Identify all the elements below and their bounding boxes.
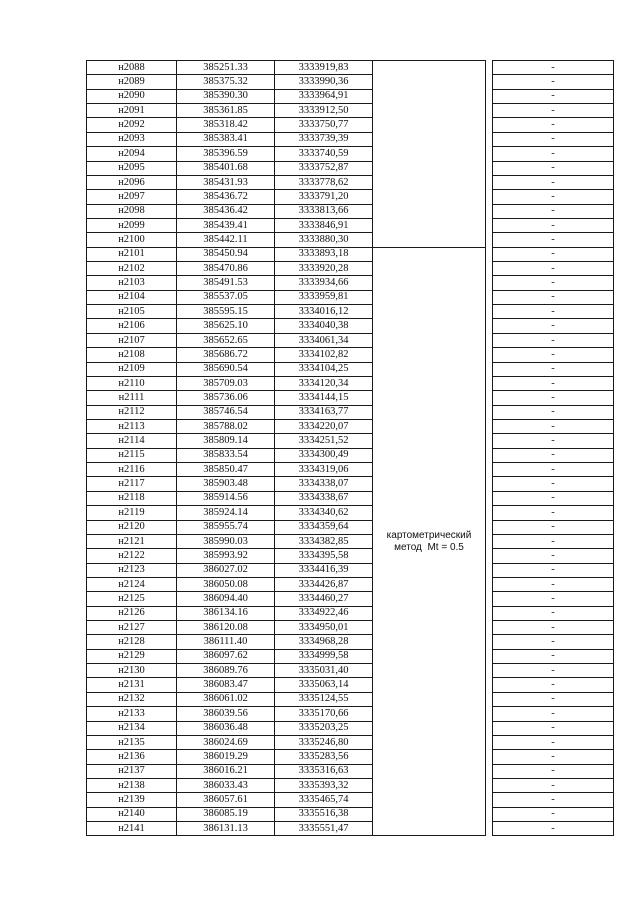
table-row: [87, 305, 614, 319]
y-coordinate-cell: 3334016,12: [275, 305, 373, 319]
y-coordinate-cell: 3334950,01: [275, 621, 373, 635]
dash-cell: -: [493, 262, 614, 276]
table-row: [87, 75, 614, 89]
method-text-line1: картометрический: [386, 529, 472, 541]
point-id-cell: н2135: [87, 735, 177, 749]
table-row: [87, 678, 614, 692]
dash-cell: -: [493, 290, 614, 304]
y-coordinate-cell: 3334319,06: [275, 463, 373, 477]
x-coordinate-cell: 385746.54: [177, 405, 275, 419]
table-row: [87, 104, 614, 118]
y-coordinate-cell: 3334040,38: [275, 319, 373, 333]
point-id-cell: н2107: [87, 333, 177, 347]
dash-cell: -: [493, 534, 614, 548]
y-coordinate-cell: 3333920,28: [275, 262, 373, 276]
table-row: [87, 563, 614, 577]
x-coordinate-cell: 386097.62: [177, 649, 275, 663]
x-coordinate-cell: 385390.30: [177, 89, 275, 103]
point-id-cell: н2100: [87, 233, 177, 247]
y-coordinate-cell: 3334120,34: [275, 376, 373, 390]
table-row: [87, 218, 614, 232]
point-id-cell: н2134: [87, 721, 177, 735]
point-id-cell: н2122: [87, 549, 177, 563]
table-row: [87, 735, 614, 749]
table-row: [87, 262, 614, 276]
point-id-cell: н2115: [87, 448, 177, 462]
table-row: [87, 793, 614, 807]
point-id-cell: н2140: [87, 807, 177, 821]
point-id-cell: н2110: [87, 376, 177, 390]
x-coordinate-cell: 386061.02: [177, 692, 275, 706]
method-cell-upper: [373, 61, 486, 248]
point-id-cell: н2124: [87, 577, 177, 591]
dash-cell: -: [493, 448, 614, 462]
table-row: [87, 247, 614, 261]
table-row: [87, 434, 614, 448]
y-coordinate-cell: 3333964,91: [275, 89, 373, 103]
point-id-cell: н2127: [87, 621, 177, 635]
coordinates-table-body: [87, 61, 614, 836]
table-row: [87, 750, 614, 764]
x-coordinate-cell: 386120.08: [177, 621, 275, 635]
table-row: [87, 348, 614, 362]
y-coordinate-cell: 3334144,15: [275, 391, 373, 405]
x-coordinate-cell: 386019.29: [177, 750, 275, 764]
y-coordinate-cell: 3335516,38: [275, 807, 373, 821]
table-row: [87, 807, 614, 821]
table-row: [87, 549, 614, 563]
point-id-cell: н2089: [87, 75, 177, 89]
x-coordinate-cell: 385993.92: [177, 549, 275, 563]
table-row: [87, 362, 614, 376]
point-id-cell: н2119: [87, 506, 177, 520]
x-coordinate-cell: 385436.42: [177, 204, 275, 218]
point-id-cell: н2116: [87, 463, 177, 477]
table-row: [87, 290, 614, 304]
table-row: [87, 664, 614, 678]
point-id-cell: н2091: [87, 104, 177, 118]
point-id-cell: н2136: [87, 750, 177, 764]
point-id-cell: н2111: [87, 391, 177, 405]
point-id-cell: н2114: [87, 434, 177, 448]
dash-cell: -: [493, 678, 614, 692]
dash-cell: -: [493, 434, 614, 448]
dash-cell: -: [493, 118, 614, 132]
dash-cell: -: [493, 721, 614, 735]
dash-cell: -: [493, 707, 614, 721]
x-coordinate-cell: 385251.33: [177, 61, 275, 75]
point-id-cell: н2103: [87, 276, 177, 290]
dash-cell: -: [493, 247, 614, 261]
dash-cell: -: [493, 649, 614, 663]
table-row: [87, 477, 614, 491]
y-coordinate-cell: 3335124,55: [275, 692, 373, 706]
y-coordinate-cell: 3334102,82: [275, 348, 373, 362]
x-coordinate-cell: 385914.56: [177, 491, 275, 505]
table-row: [87, 448, 614, 462]
point-id-cell: н2113: [87, 419, 177, 433]
dash-cell: -: [493, 635, 614, 649]
table-row: [87, 132, 614, 146]
y-coordinate-cell: 3334061,34: [275, 333, 373, 347]
table-row: [87, 778, 614, 792]
dash-cell: -: [493, 463, 614, 477]
point-id-cell: н2105: [87, 305, 177, 319]
x-coordinate-cell: 385736.06: [177, 391, 275, 405]
point-id-cell: н2097: [87, 190, 177, 204]
dash-cell: -: [493, 793, 614, 807]
x-coordinate-cell: 386094.40: [177, 592, 275, 606]
x-coordinate-cell: 385850.47: [177, 463, 275, 477]
dash-cell: -: [493, 218, 614, 232]
x-coordinate-cell: 385990.03: [177, 534, 275, 548]
x-coordinate-cell: 385652.65: [177, 333, 275, 347]
dash-cell: -: [493, 563, 614, 577]
y-coordinate-cell: 3333791,20: [275, 190, 373, 204]
y-coordinate-cell: 3333778,62: [275, 175, 373, 189]
x-coordinate-cell: 386050.08: [177, 577, 275, 591]
y-coordinate-cell: 3334922,46: [275, 606, 373, 620]
point-id-cell: н2090: [87, 89, 177, 103]
x-coordinate-cell: 386134.16: [177, 606, 275, 620]
point-id-cell: н2137: [87, 764, 177, 778]
x-coordinate-cell: 385924.14: [177, 506, 275, 520]
x-coordinate-cell: 385595.15: [177, 305, 275, 319]
point-id-cell: н2095: [87, 161, 177, 175]
table-row: [87, 649, 614, 663]
y-coordinate-cell: 3334220,07: [275, 419, 373, 433]
method-cell: [373, 247, 486, 836]
table-row: [87, 61, 614, 75]
x-coordinate-cell: 386085.19: [177, 807, 275, 821]
x-coordinate-cell: 385383.41: [177, 132, 275, 146]
x-coordinate-cell: 385537.05: [177, 290, 275, 304]
point-id-cell: н2118: [87, 491, 177, 505]
y-coordinate-cell: 3335170,66: [275, 707, 373, 721]
point-id-cell: н2138: [87, 778, 177, 792]
point-id-cell: н2104: [87, 290, 177, 304]
y-coordinate-cell: 3334426,87: [275, 577, 373, 591]
dash-cell: -: [493, 621, 614, 635]
point-id-cell: н2088: [87, 61, 177, 75]
y-coordinate-cell: 3335316,63: [275, 764, 373, 778]
table-row: [87, 692, 614, 706]
x-coordinate-cell: 385401.68: [177, 161, 275, 175]
point-id-cell: н2125: [87, 592, 177, 606]
point-id-cell: н2129: [87, 649, 177, 663]
x-coordinate-cell: 385955.74: [177, 520, 275, 534]
x-coordinate-cell: 386027.02: [177, 563, 275, 577]
dash-cell: -: [493, 764, 614, 778]
point-id-cell: н2101: [87, 247, 177, 261]
dash-cell: -: [493, 147, 614, 161]
point-id-cell: н2117: [87, 477, 177, 491]
point-id-cell: н2099: [87, 218, 177, 232]
point-id-cell: н2131: [87, 678, 177, 692]
x-coordinate-cell: 386111.40: [177, 635, 275, 649]
y-coordinate-cell: 3333739,39: [275, 132, 373, 146]
dash-cell: -: [493, 391, 614, 405]
point-id-cell: н2133: [87, 707, 177, 721]
x-coordinate-cell: 385833.54: [177, 448, 275, 462]
point-id-cell: н2121: [87, 534, 177, 548]
y-coordinate-cell: 3335551,47: [275, 822, 373, 836]
y-coordinate-cell: 3333959,81: [275, 290, 373, 304]
column-gap: [486, 61, 493, 836]
dash-cell: -: [493, 190, 614, 204]
dash-cell: -: [493, 735, 614, 749]
x-coordinate-cell: 385809.14: [177, 434, 275, 448]
coordinates-table: [86, 60, 614, 836]
x-coordinate-cell: 386057.61: [177, 793, 275, 807]
y-coordinate-cell: 3333740,59: [275, 147, 373, 161]
x-coordinate-cell: 386036.48: [177, 721, 275, 735]
x-coordinate-cell: 386131.13: [177, 822, 275, 836]
point-id-cell: н2098: [87, 204, 177, 218]
dash-cell: -: [493, 376, 614, 390]
table-row: [87, 764, 614, 778]
y-coordinate-cell: 3334382,85: [275, 534, 373, 548]
x-coordinate-cell: 385686.72: [177, 348, 275, 362]
y-coordinate-cell: 3334104,25: [275, 362, 373, 376]
y-coordinate-cell: 3334300,49: [275, 448, 373, 462]
dash-cell: -: [493, 89, 614, 103]
table-row: [87, 147, 614, 161]
dash-cell: -: [493, 477, 614, 491]
y-coordinate-cell: 3335283,56: [275, 750, 373, 764]
x-coordinate-cell: 385361.85: [177, 104, 275, 118]
point-id-cell: н2093: [87, 132, 177, 146]
table-row: [87, 118, 614, 132]
table-row: [87, 161, 614, 175]
dash-cell: -: [493, 333, 614, 347]
x-coordinate-cell: 385318.42: [177, 118, 275, 132]
x-coordinate-cell: 385439.41: [177, 218, 275, 232]
point-id-cell: н2132: [87, 692, 177, 706]
y-coordinate-cell: 3334359,64: [275, 520, 373, 534]
y-coordinate-cell: 3334460,27: [275, 592, 373, 606]
x-coordinate-cell: 385709.03: [177, 376, 275, 390]
table-row: [87, 491, 614, 505]
x-coordinate-cell: 386024.69: [177, 735, 275, 749]
table-row: [87, 405, 614, 419]
table-row: [87, 822, 614, 836]
y-coordinate-cell: 3333846,91: [275, 218, 373, 232]
y-coordinate-cell: 3335465,74: [275, 793, 373, 807]
dash-cell: -: [493, 204, 614, 218]
dash-cell: -: [493, 405, 614, 419]
y-coordinate-cell: 3333934,66: [275, 276, 373, 290]
dash-cell: -: [493, 692, 614, 706]
dash-cell: -: [493, 175, 614, 189]
point-id-cell: н2092: [87, 118, 177, 132]
dash-cell: -: [493, 104, 614, 118]
table-row: [87, 621, 614, 635]
x-coordinate-cell: 386083.47: [177, 678, 275, 692]
y-coordinate-cell: 3334416,39: [275, 563, 373, 577]
point-id-cell: н2126: [87, 606, 177, 620]
point-id-cell: н2123: [87, 563, 177, 577]
table-row: [87, 319, 614, 333]
point-id-cell: н2094: [87, 147, 177, 161]
x-coordinate-cell: 385491.53: [177, 276, 275, 290]
x-coordinate-cell: 385450.94: [177, 247, 275, 261]
method-text-line2: метод Mt = 0.5: [394, 541, 464, 553]
dash-cell: -: [493, 305, 614, 319]
dash-cell: -: [493, 664, 614, 678]
y-coordinate-cell: 3333752,87: [275, 161, 373, 175]
point-id-cell: н2102: [87, 262, 177, 276]
table-row: [87, 534, 614, 548]
point-id-cell: н2141: [87, 822, 177, 836]
table-row: [87, 721, 614, 735]
x-coordinate-cell: 385442.11: [177, 233, 275, 247]
x-coordinate-cell: 385625.10: [177, 319, 275, 333]
x-coordinate-cell: 385470.86: [177, 262, 275, 276]
y-coordinate-cell: 3334999,58: [275, 649, 373, 663]
table-row: [87, 233, 614, 247]
y-coordinate-cell: 3334340,62: [275, 506, 373, 520]
y-coordinate-cell: 3334338,07: [275, 477, 373, 491]
dash-cell: -: [493, 132, 614, 146]
x-coordinate-cell: 385396.59: [177, 147, 275, 161]
x-coordinate-cell: 385375.32: [177, 75, 275, 89]
y-coordinate-cell: 3333990,36: [275, 75, 373, 89]
x-coordinate-cell: 385690.54: [177, 362, 275, 376]
y-coordinate-cell: 3333912,50: [275, 104, 373, 118]
table-row: [87, 419, 614, 433]
dash-cell: -: [493, 419, 614, 433]
y-coordinate-cell: 3333919,83: [275, 61, 373, 75]
x-coordinate-cell: 385788.02: [177, 419, 275, 433]
point-id-cell: н2120: [87, 520, 177, 534]
x-coordinate-cell: 386016.21: [177, 764, 275, 778]
table-row: [87, 190, 614, 204]
y-coordinate-cell: 3334251,52: [275, 434, 373, 448]
table-row: [87, 707, 614, 721]
y-coordinate-cell: 3335203,25: [275, 721, 373, 735]
dash-cell: -: [493, 161, 614, 175]
point-id-cell: н2109: [87, 362, 177, 376]
x-coordinate-cell: 386039.56: [177, 707, 275, 721]
dash-cell: -: [493, 606, 614, 620]
y-coordinate-cell: 3335031,40: [275, 664, 373, 678]
dash-cell: -: [493, 233, 614, 247]
dash-cell: -: [493, 520, 614, 534]
point-id-cell: н2112: [87, 405, 177, 419]
y-coordinate-cell: 3335246,80: [275, 735, 373, 749]
y-coordinate-cell: 3333880,30: [275, 233, 373, 247]
table-row: [87, 204, 614, 218]
dash-cell: -: [493, 319, 614, 333]
dash-cell: -: [493, 807, 614, 821]
table-row: [87, 391, 614, 405]
x-coordinate-cell: 386089.76: [177, 664, 275, 678]
table-row: [87, 635, 614, 649]
dash-cell: -: [493, 506, 614, 520]
table-row: [87, 592, 614, 606]
point-id-cell: н2108: [87, 348, 177, 362]
x-coordinate-cell: 385431.93: [177, 175, 275, 189]
dash-cell: -: [493, 491, 614, 505]
table-row: [87, 276, 614, 290]
y-coordinate-cell: 3335393,32: [275, 778, 373, 792]
point-id-cell: н2106: [87, 319, 177, 333]
dash-cell: -: [493, 778, 614, 792]
x-coordinate-cell: 385903.48: [177, 477, 275, 491]
y-coordinate-cell: 3334968,28: [275, 635, 373, 649]
y-coordinate-cell: 3333813,66: [275, 204, 373, 218]
dash-cell: -: [493, 822, 614, 836]
table-row: [87, 376, 614, 390]
y-coordinate-cell: 3334395,58: [275, 549, 373, 563]
y-coordinate-cell: 3335063,14: [275, 678, 373, 692]
table-row: [87, 577, 614, 591]
table-row: [87, 606, 614, 620]
y-coordinate-cell: 3333893,18: [275, 247, 373, 261]
dash-cell: -: [493, 362, 614, 376]
point-id-cell: н2130: [87, 664, 177, 678]
x-coordinate-cell: 386033.43: [177, 778, 275, 792]
table-row: [87, 89, 614, 103]
dash-cell: -: [493, 577, 614, 591]
point-id-cell: н2139: [87, 793, 177, 807]
table-row: [87, 463, 614, 477]
y-coordinate-cell: 3334163,77: [275, 405, 373, 419]
table-row: [87, 506, 614, 520]
x-coordinate-cell: 385436.72: [177, 190, 275, 204]
dash-cell: -: [493, 549, 614, 563]
y-coordinate-cell: 3333750,77: [275, 118, 373, 132]
dash-cell: -: [493, 75, 614, 89]
y-coordinate-cell: 3334338,67: [275, 491, 373, 505]
dash-cell: -: [493, 61, 614, 75]
point-id-cell: н2128: [87, 635, 177, 649]
dash-cell: -: [493, 276, 614, 290]
dash-cell: -: [493, 592, 614, 606]
point-id-cell: н2096: [87, 175, 177, 189]
dash-cell: -: [493, 348, 614, 362]
table-row: [87, 333, 614, 347]
dash-cell: -: [493, 750, 614, 764]
table-row: [87, 175, 614, 189]
table-row: [87, 520, 614, 534]
